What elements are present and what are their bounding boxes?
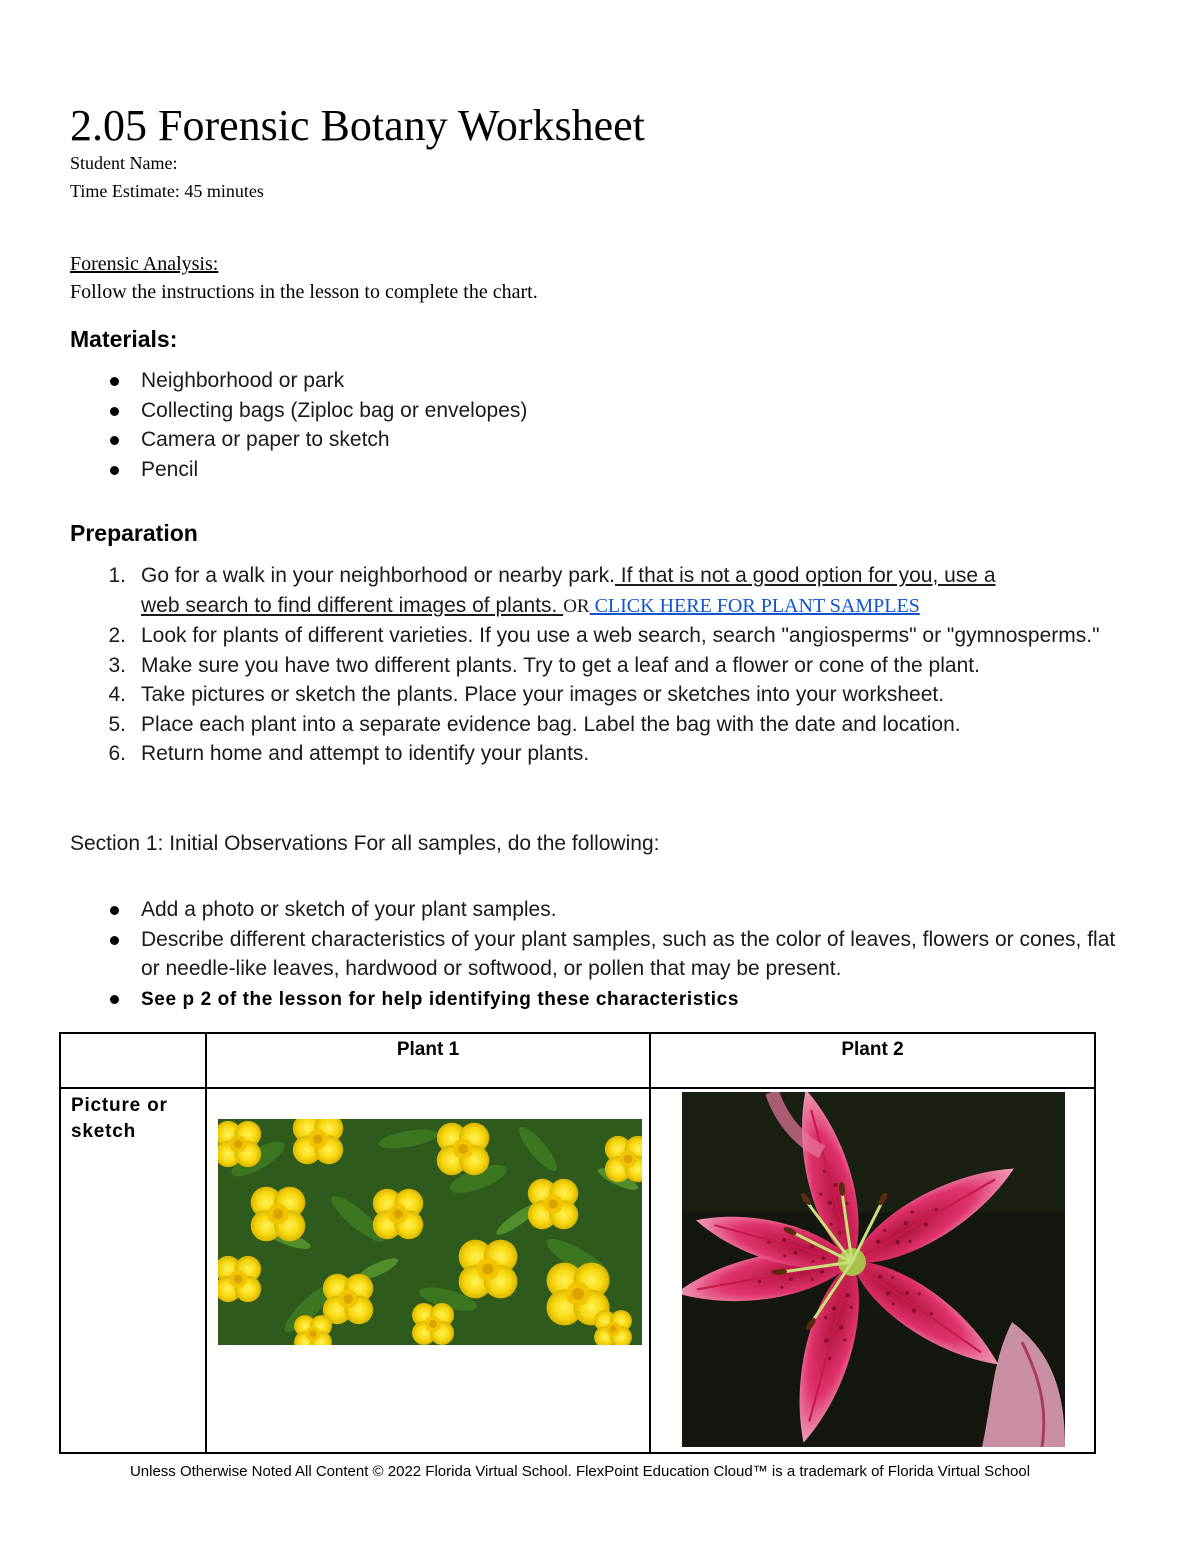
copyright-footer: Unless Otherwise Noted All Content © 2022 Florida Virtual School. FlexPoint Education Cloud™ is a trademark of Florida Virtual School: [129, 1463, 1031, 1480]
analysis-instruction: Follow the instructions in the lesson to complete the chart.: [70, 281, 538, 303]
list-item: Describe different characteristics of your plant samples, such as the color of leaves, flowers or cones, flat or needle-like leaves, hardwood or softwood, or pollen that may be present.: [0, 925, 1131, 984]
pink-lily-photo: [682, 1092, 1065, 1447]
step-number: 5.: [108, 712, 126, 736]
plant-samples-link[interactable]: CLICK HERE FOR PLANT SAMPLES: [589, 594, 920, 617]
step-text: Make sure you have two different plants. Try to get a leaf and a flower or cone of the plant.: [141, 653, 980, 677]
plant-2-picture-cell[interactable]: [650, 1088, 1095, 1453]
list-item: Camera or paper to sketch: [0, 425, 1131, 455]
list-item: [0, 739, 1131, 769]
time-estimate: Time Estimate: 45 minutes: [70, 181, 264, 201]
step-number: 1.: [108, 564, 126, 587]
list-item: Collecting bags (Ziploc bag or envelopes): [0, 396, 1131, 426]
preparation-heading: Preparation: [70, 520, 198, 546]
observation-chart: [59, 1032, 1096, 1454]
yellow-flowers-photo: [218, 1119, 642, 1345]
table-row: [60, 1088, 1095, 1453]
column-header-plant-2: Plant 2: [650, 1033, 1095, 1088]
or-text: OR: [563, 595, 590, 617]
help-note: See p 2 of the lesson for help identifying these characteristics: [141, 988, 739, 1010]
step-number: 6.: [108, 742, 126, 765]
step-text: Go for a walk in your neighborhood or nearby park.: [141, 564, 615, 587]
web-search-link[interactable]: If that is not a good option for you, use a: [614, 564, 996, 587]
section1-list: [0, 895, 1131, 1014]
step-text: Return home and attempt to identify your plants.: [141, 742, 590, 765]
step-number: 2.: [108, 624, 126, 647]
list-item: Add a photo or sketch of your plant samples.: [0, 895, 1131, 925]
step-number: 4.: [108, 683, 126, 706]
list-item: [0, 710, 1131, 740]
step-text: Look for plants of different varieties. If you use a web search, search "angiosperms" or "gymnosperms.": [141, 624, 1100, 647]
list-item: [0, 561, 1131, 621]
section1-intro: Section 1: Initial Observations For all samples, do the following:: [70, 832, 660, 855]
materials-heading: Materials:: [70, 326, 178, 352]
materials-list: [0, 366, 1131, 484]
list-item: [0, 621, 1131, 651]
page-title: 2.05 Forensic Botany Worksheet: [70, 101, 645, 150]
step-number: 3.: [108, 653, 126, 677]
list-item: [0, 651, 1131, 681]
student-name-label: Student Name:: [70, 153, 178, 173]
forensic-analysis-label: Forensic Analysis:: [70, 253, 219, 275]
list-item: [0, 984, 1131, 1015]
list-item: [0, 680, 1131, 710]
list-item: Neighborhood or park: [0, 366, 1131, 396]
plant-1-picture-cell[interactable]: [206, 1088, 650, 1453]
list-item: Pencil: [0, 455, 1131, 485]
empty-header-cell: [60, 1033, 206, 1088]
column-header-plant-1: Plant 1: [206, 1033, 650, 1088]
row-label-picture: Picture or sketch: [60, 1088, 206, 1453]
step-text: Place each plant into a separate evidence bag. Label the bag with the date and location.: [141, 712, 961, 736]
table-row: [60, 1033, 1095, 1088]
step-text: Take pictures or sketch the plants. Place your images or sketches into your worksheet.: [141, 683, 945, 706]
preparation-steps: [0, 561, 1131, 769]
web-search-link-continued[interactable]: web search to find different images of plants.: [141, 593, 564, 617]
